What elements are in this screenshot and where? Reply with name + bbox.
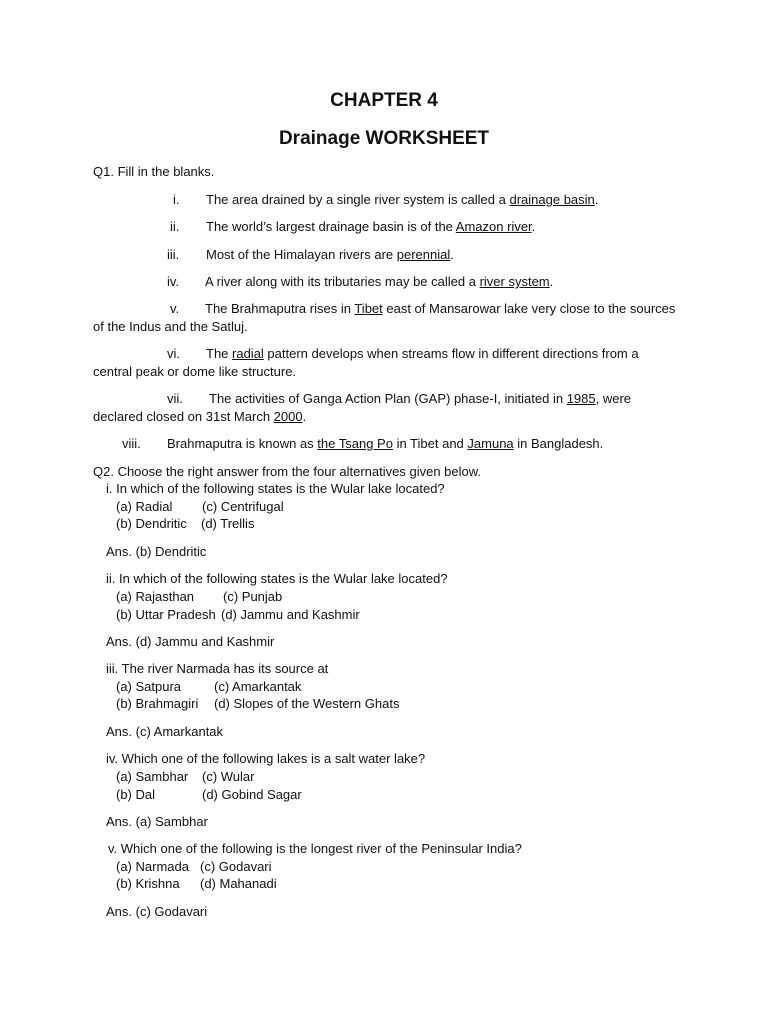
mcq-answer: Ans. (b) Dendritic (106, 544, 207, 559)
blank-number: vii. (167, 391, 183, 406)
mcq-option: (b) Dal (116, 787, 156, 802)
mcq-option: (b) Brahmagiri (116, 696, 199, 711)
mcq-option: (c) Godavari (200, 859, 272, 874)
blank-answer: 2000 (273, 409, 303, 424)
mcq-option: (c) Amarkantak (214, 679, 302, 694)
blank-sentence: A river along with its tributaries may be called a river system. (205, 274, 554, 289)
blank-number: vi. (167, 346, 180, 361)
mcq-option: (b) Krishna (116, 876, 180, 891)
mcq-answer: Ans. (a) Sambhar (106, 814, 208, 829)
mcq-answer: Ans. (d) Jammu and Kashmir (106, 634, 275, 649)
mcq-option: (a) Rajasthan (116, 589, 195, 604)
mcq-option: (d) Jammu and Kashmir (221, 607, 360, 622)
blank-answer: Amazon river (455, 219, 532, 234)
blank-number: ii. (170, 219, 180, 234)
blank-number: i. (173, 192, 180, 207)
mcq-option: (c) Centrifugal (202, 499, 284, 514)
blank-sentence-continued: of the Indus and the Satluj. (93, 319, 248, 334)
blank-answer: the Tsang Po (317, 436, 393, 451)
mcq-option: (d) Gobind Sagar (202, 787, 302, 802)
chapter-heading: CHAPTER 4 (330, 90, 438, 111)
blank-sentence: Brahmaputra is known as the Tsang Po in Tibet and Jamuna in Bangladesh. (167, 436, 604, 451)
blank-answer: radial (232, 346, 264, 361)
mcq-answer: Ans. (c) Amarkantak (106, 724, 224, 739)
mcq-question: ii. In which of the following states is the Wular lake located? (106, 571, 448, 586)
mcq-option: (b) Dendritic (116, 516, 187, 531)
mcq-question: iv. Which one of the following lakes is a salt water lake? (106, 751, 426, 766)
q2-heading: Q2. Choose the right answer from the four alternatives given below. (93, 464, 482, 479)
mcq-option: (a) Sambhar (116, 769, 189, 784)
mcq-option: (a) Satpura (116, 679, 182, 694)
mcq-option: (d) Trellis (201, 516, 255, 531)
blank-answer: river system (479, 274, 550, 289)
blank-number: iii. (167, 247, 180, 262)
blank-answer: 1985 (566, 391, 596, 406)
blank-number: viii. (122, 436, 141, 451)
mcq-question: v. Which one of the following is the longest river of the Peninsular India? (108, 841, 522, 856)
blank-answer: drainage basin (509, 192, 595, 207)
mcq-option: (d) Mahanadi (200, 876, 277, 891)
blank-sentence: The world’s largest drainage basin is of the Amazon river. (206, 219, 536, 234)
blank-sentence: The area drained by a single river system is called a drainage basin. (206, 192, 599, 207)
blank-sentence-continued: central peak or dome like structure. (93, 364, 297, 379)
blank-sentence: The radial pattern develops when streams flow in different directions from a (206, 346, 639, 361)
blank-number: v. (170, 301, 180, 316)
blank-answer: perennial (396, 247, 451, 262)
mcq-option: (c) Wular (202, 769, 255, 784)
blank-answer: Tibet (354, 301, 383, 316)
blank-sentence: The activities of Ganga Action Plan (GAP) phase-I, initiated in 1985, were (209, 391, 632, 406)
blank-answer: Jamuna (467, 436, 514, 451)
mcq-question: i. In which of the following states is the Wular lake located? (106, 481, 445, 496)
mcq-option: (b) Uttar Pradesh (116, 607, 216, 622)
mcq-option: (a) Radial (116, 499, 173, 514)
mcq-answer: Ans. (c) Godavari (106, 904, 208, 919)
mcq-option: (d) Slopes of the Western Ghats (214, 696, 400, 711)
worksheet-title: Drainage WORKSHEET (278, 128, 490, 149)
blank-sentence: Most of the Himalayan rivers are perennial. (206, 247, 454, 262)
mcq-question: iii. The river Narmada has its source at (106, 661, 329, 676)
blank-sentence-continued: declared closed on 31st March 2000. (93, 409, 307, 424)
q1-heading: Q1. Fill in the blanks. (93, 164, 215, 179)
mcq-option: (c) Punjab (223, 589, 283, 604)
blank-number: iv. (167, 274, 180, 289)
blank-sentence: The Brahmaputra rises in Tibet east of Mansarowar lake very close to the sources (205, 301, 676, 316)
mcq-option: (a) Narmada (116, 859, 189, 874)
